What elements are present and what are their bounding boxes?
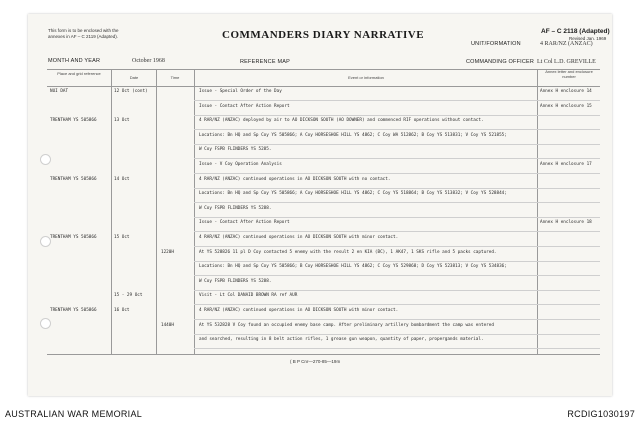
month-label: MONTH AND YEAR bbox=[48, 58, 101, 64]
row-event: W Coy FSPB FLINDERS YS 5285. bbox=[199, 147, 272, 153]
row-date: 15 - 29 Oct bbox=[114, 293, 143, 299]
commanding-officer-value: Lt Col L.D. GREVILLE bbox=[537, 59, 596, 65]
row-event: Issue - Contact After Action Report bbox=[199, 103, 290, 109]
row-date: 12 Oct (cont) bbox=[114, 89, 148, 94]
row-event: W Coy FSPB FLINDERS YS 5288. bbox=[199, 278, 272, 284]
row-separator bbox=[194, 290, 600, 291]
form-note-line-2: annexes in AF – C 2119 (Adapted). bbox=[48, 34, 118, 39]
row-separator bbox=[194, 100, 600, 101]
row-separator bbox=[194, 319, 600, 320]
row-separator bbox=[194, 275, 600, 276]
printer-imprint: ( B P Cnr—270-85—19m bbox=[290, 359, 341, 364]
row-place: TRENTHAM YS 505866 bbox=[50, 308, 97, 313]
row-date: 15 Oct bbox=[114, 235, 130, 240]
footer-record-id: RCDIG1030197 bbox=[567, 409, 635, 419]
row-time: 1220H bbox=[161, 249, 174, 255]
reference-map-label: REFERENCE MAP bbox=[240, 59, 290, 65]
table-top-border bbox=[47, 69, 600, 70]
column-header-event: Event or information bbox=[348, 75, 384, 80]
row-separator bbox=[194, 304, 600, 305]
row-event: Issue - V Coy Operation Analysis bbox=[199, 162, 282, 167]
row-separator bbox=[194, 334, 600, 335]
row-time: 1440H bbox=[161, 322, 174, 328]
row-event: At YS 528826 11 pl D Coy contacted 5 enemy with the result 2 en KIA (BC), 1 AK47, 1 SKS rifle and 5 packs captured. bbox=[199, 249, 497, 255]
table-header-border bbox=[47, 86, 600, 87]
row-separator bbox=[194, 231, 600, 232]
form-number: AF – C 2118 (Adapted) bbox=[541, 28, 610, 35]
column-divider bbox=[537, 69, 538, 354]
punch-hole bbox=[40, 318, 51, 329]
row-event: W Coy FSPB FLINDERS YS 5288. bbox=[199, 205, 272, 211]
row-separator bbox=[194, 129, 600, 130]
diary-sheet bbox=[28, 14, 612, 396]
row-event: 4 RAR/NZ (ANZAC) continued operations in AO DICKSON SOUTH with minor contact. bbox=[199, 308, 399, 313]
footer-archive-name: AUSTRALIAN WAR MEMORIAL bbox=[5, 409, 143, 419]
column-divider bbox=[156, 69, 157, 354]
column-divider bbox=[194, 69, 195, 354]
row-date: 14 Oct bbox=[114, 176, 130, 182]
unit-value: 4 RAR/NZ (ANZAC) bbox=[540, 41, 593, 47]
row-separator bbox=[194, 188, 600, 189]
row-event: Locations: Bn HQ and Sp Coy YS 505866; B Coy HORSESHOE HILL YS 4862; C Coy YS 529868; D Coy YS 523813; V Coy YS 534836; bbox=[199, 264, 507, 270]
row-place: NUI DAT bbox=[50, 89, 69, 94]
row-event: 4 RAR/NZ (ANZAC) continued operations in AO DICKSON SOUTH with minor contact. bbox=[199, 235, 399, 240]
column-header-place: Place and grid reference bbox=[57, 71, 101, 76]
row-separator bbox=[194, 173, 600, 174]
row-event: Locations: Bn HQ and Sp Coy YS 505866; A Coy HORSESHOE HILL YS 4862; C Coy YS 518864; B Coy YS 513832; V Coy YS 528844; bbox=[199, 191, 507, 197]
row-event: and searched, resulting in 8 belt action rifles, 1 grease gun weapon, quantity of paper, propergands material. bbox=[199, 337, 484, 343]
month-value: October 1968 bbox=[132, 58, 165, 64]
row-separator bbox=[194, 217, 600, 218]
table-bottom-border bbox=[47, 354, 600, 355]
row-event: Issue - Special Order of the Day bbox=[199, 89, 282, 94]
column-header-annex: Annex letter and enclosure number bbox=[545, 69, 593, 79]
row-annex: Annex H enclosure 18 bbox=[540, 220, 592, 226]
row-event: 4 RAR/NZ (ANZAC) deployed by air to AO DICKSON SOUTH (AO DOWNER) and commenced RIF operations without contact. bbox=[199, 118, 484, 124]
row-separator bbox=[194, 158, 600, 159]
row-separator bbox=[194, 348, 600, 349]
row-separator bbox=[194, 115, 600, 116]
row-date: 13 Oct bbox=[114, 118, 130, 124]
unit-label: UNIT/FORMATION bbox=[471, 41, 521, 47]
row-annex: Annex H enclosure 17 bbox=[540, 162, 592, 167]
column-header-time: Time bbox=[170, 75, 180, 80]
row-separator bbox=[194, 144, 600, 145]
row-event: At YS 532828 V Coy found an occupied enemy base camp. After preliminary artillery bombardment the camp was entered bbox=[199, 322, 494, 328]
row-place: TRENTHAM YS 505866 bbox=[50, 176, 97, 182]
row-event: Visit - Lt Col DANAID BROWN RA ref AUR bbox=[199, 293, 298, 299]
form-note-line-1: This form is to be enclosed with the bbox=[48, 28, 119, 33]
row-event: Locations: Bn HQ and Sp Coy YS 505866; A Coy HORSESHOE HILL YS 4862; C Coy WA 512862; B Coy YS 513831; V Coy YS 521855; bbox=[199, 132, 507, 138]
row-annex: Annex H enclosure 14 bbox=[540, 89, 592, 94]
row-date: 16 Oct bbox=[114, 308, 130, 313]
row-event: 4 RAR/NZ (ANZAC) continued operations in AO DICKSON SOUTH with no contact. bbox=[199, 176, 391, 182]
row-place: TRENTHAM YS 505866 bbox=[50, 118, 97, 124]
form-revised: Revised Jan. 1969 bbox=[569, 36, 607, 41]
row-annex: Annex H enclosure 15 bbox=[540, 103, 592, 109]
row-place: TRENTHAM YS 505866 bbox=[50, 235, 97, 240]
column-header-date: Date bbox=[129, 75, 139, 80]
row-separator bbox=[194, 202, 600, 203]
row-event: Issue - Contact After Action Report bbox=[199, 220, 290, 226]
column-divider bbox=[111, 69, 112, 354]
row-separator bbox=[194, 246, 600, 247]
punch-hole bbox=[40, 154, 51, 165]
commanding-officer-label: COMMANDING OFFICER bbox=[466, 59, 535, 65]
row-separator bbox=[194, 261, 600, 262]
page-title: COMMANDERS DIARY NARRATIVE bbox=[222, 29, 425, 41]
